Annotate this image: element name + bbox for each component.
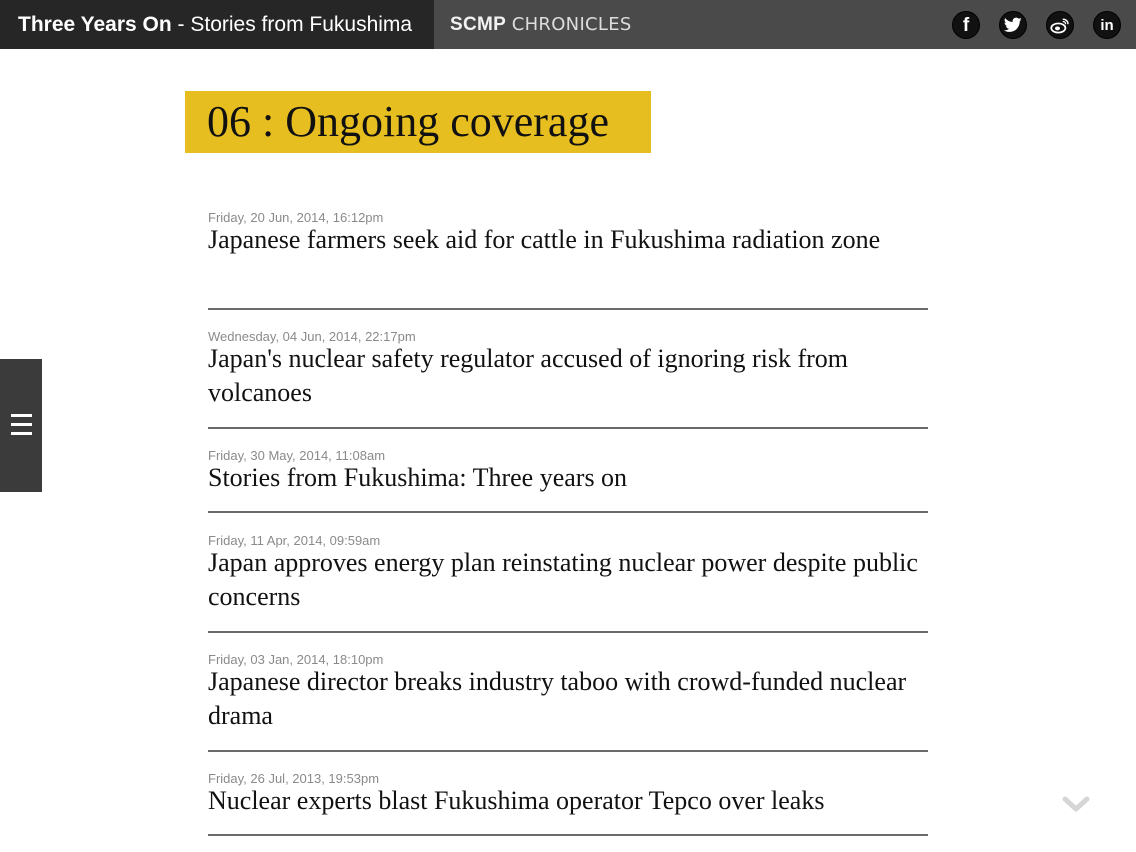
article-item[interactable]	[208, 771, 928, 836]
title-bold: Three Years On	[18, 13, 172, 36]
article-item[interactable]	[208, 652, 928, 752]
section-title: 06 : Ongoing coverage	[185, 91, 651, 153]
article-headline[interactable]: Nuclear experts blast Fukushima operator Tepco over leaks	[208, 786, 825, 815]
article-headline[interactable]: Japanese director breaks industry taboo with crowd-funded nuclear drama	[208, 667, 907, 730]
linkedin-glyph: in	[1100, 17, 1114, 34]
twitter-bird-icon	[1004, 17, 1022, 33]
article-item[interactable]	[208, 329, 928, 429]
article-item[interactable]	[208, 533, 928, 633]
twitter-icon[interactable]	[999, 11, 1027, 39]
linkedin-icon[interactable]	[1093, 11, 1121, 39]
article-headline[interactable]: Japanese farmers seek aid for cattle in Fukushima radiation zone	[208, 225, 881, 254]
article-item[interactable]	[208, 448, 928, 513]
weibo-eye-icon	[1050, 17, 1070, 34]
article-headline[interactable]: Japan approves energy plan reinstating nuclear power despite public concerns	[208, 548, 918, 611]
hamburger-icon-line	[11, 414, 32, 417]
scroll-down-button[interactable]	[1062, 796, 1090, 814]
article-date: Friday, 20 Jun, 2014, 16:12pm	[208, 210, 384, 225]
article-date: Friday, 30 May, 2014, 11:08am	[208, 448, 386, 463]
article-date: Friday, 26 Jul, 2013, 19:53pm	[208, 771, 380, 786]
hamburger-icon-line	[11, 423, 32, 426]
chevron-down-icon	[1062, 796, 1090, 814]
article-headline[interactable]: Japan's nuclear safety regulator accused of ignoring risk from volcanoes	[208, 344, 849, 407]
brand-bold: SCMP	[450, 14, 507, 35]
hamburger-icon-line	[11, 432, 32, 435]
title-subtitle: - Stories from Fukushima	[171, 13, 413, 36]
brand-logo[interactable]	[450, 0, 632, 49]
article-date: Friday, 11 Apr, 2014, 09:59am	[208, 533, 381, 548]
menu-button[interactable]	[0, 359, 42, 492]
article-headline[interactable]: Stories from Fukushima: Three years on	[208, 463, 628, 492]
brand-rest: CHRONICLES	[511, 14, 632, 35]
facebook-icon[interactable]	[952, 11, 980, 39]
article-date: Wednesday, 04 Jun, 2014, 22:17pm	[208, 329, 416, 344]
top-bar	[0, 0, 1136, 49]
article-date: Friday, 03 Jan, 2014, 18:10pm	[208, 652, 384, 667]
article-item[interactable]	[208, 210, 928, 310]
weibo-icon[interactable]	[1046, 11, 1074, 39]
facebook-glyph: f	[962, 15, 970, 36]
page-title[interactable]	[0, 0, 434, 49]
